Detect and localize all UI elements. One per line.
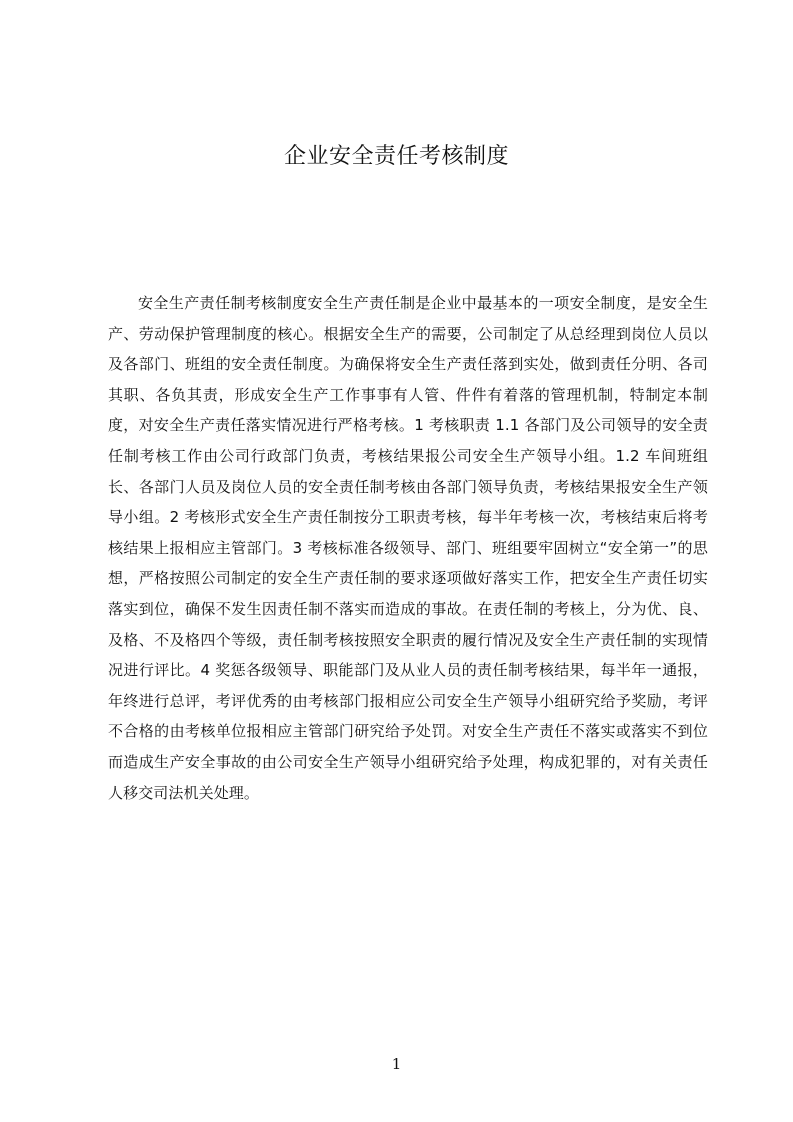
document-title: 企业安全责任考核制度 (283, 144, 509, 169)
document-body-paragraph: 安全生产责任制考核制度安全生产责任制是企业中最基本的一项安全制度，是安全生产、劳动保护管理制度的核心。根据安全生产的需要，公司制定了从总经理到岗位人员以及各部门、班组的安全责任制度。为确保将安全生产责任落到实处，做到责任分明、各司其职、各负其责，形成安全生产工作事事有人管、件件有着落的管理机制，特制定本制度，对安全生产责任落实情况进行严格考核。1 考核职责 1.1 各部门及公司领导的安全责任制考核工作由公司行政部门负责，考核结果报公司安全生产领导小组。1.2 车间班组长、各部门人员及岗位人员的安全责任制考核由各部门领导负责，考核结果报安全生产领导小组。2 考核形式安全生产责任制按分工职责考核，每半年考核一次，考核结束后将考核结果上报相应主管部门。3 考核标准各级领导、部门、班组要牢固树立“安全第一”的思想，严格按照公司制定的安全生产责任制的要求逐项做好落实工作，把安全生产责任切实落实到位，确保不发生因责任制不落实而造成的事故。在责任制的考核上，分为优、良、及格、不及格四个等级，责任制考核按照安全职责的履行情况及安全生产责任制的实现情况进行评比。4 奖惩各级领导、职能部门及从业人员的责任制考核结果，每半年一通报，年终进行总评，考评优秀的由考核部门报相应公司安全生产领导小组研究给予奖励，考评不合格的由考核单位报相应主管部门研究给予处罚。对安全生产责任不落实或落实不到位而造成生产安全事故的由公司安全生产领导小组研究给予处理，构成犯罪的，对有关责任人移交司法机关处理。 (108, 294, 708, 802)
page-number: 1 (391, 1055, 402, 1073)
